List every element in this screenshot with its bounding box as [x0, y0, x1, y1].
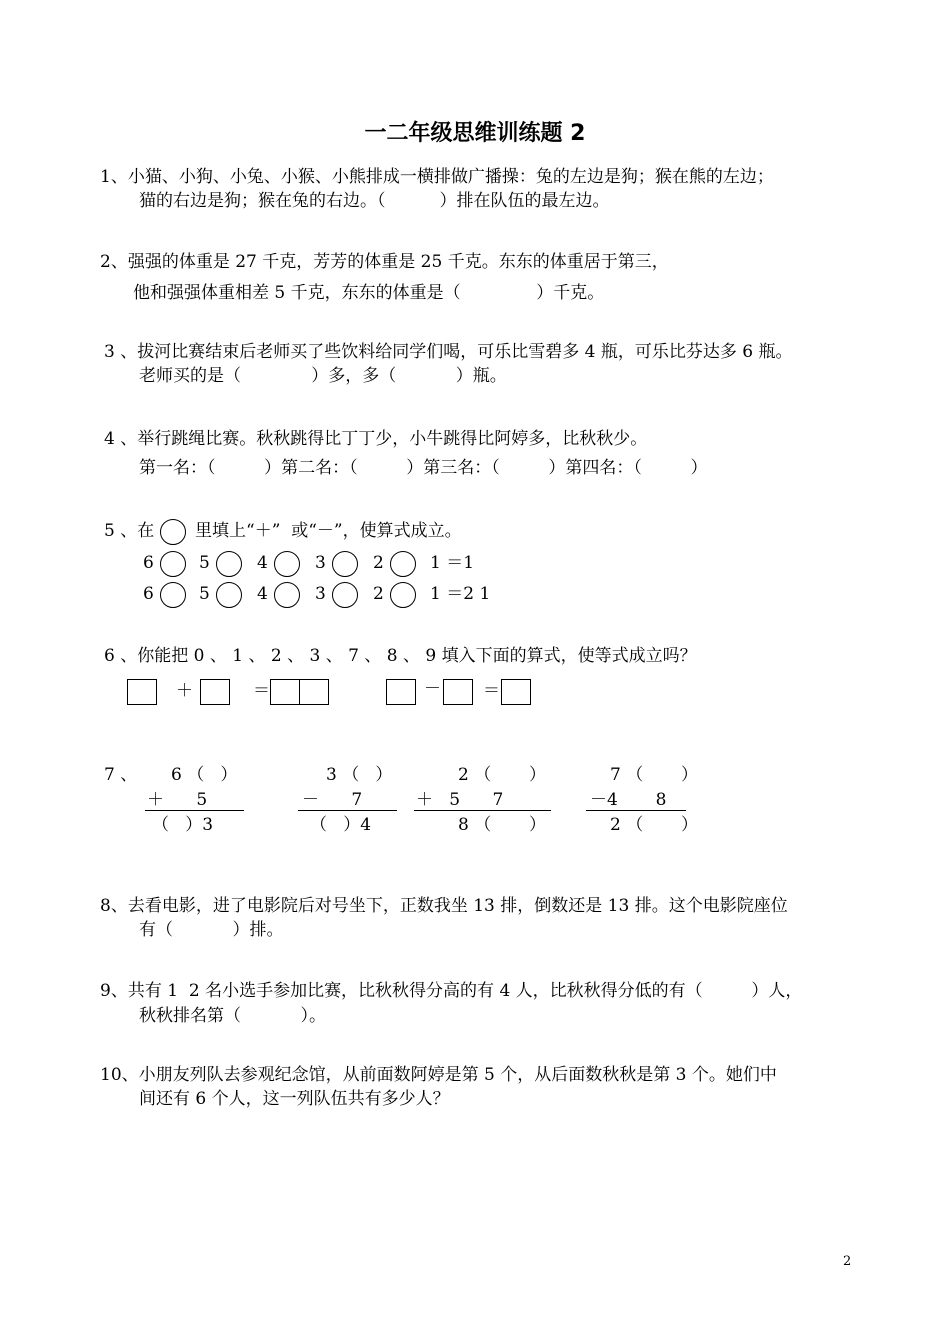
q5-r2-num: 2 [373, 584, 384, 604]
q7-p3-op: ＋ 5 7 [416, 790, 504, 810]
q7-p3-bottom: 8 （ ） [458, 815, 547, 835]
q6-minus: － [424, 679, 441, 699]
q6-plus: ＋ [176, 681, 193, 701]
q2-line1: 2、强强的体重是 27 千克，芳芳的体重是 25 千克。东东的体重居于第三， [100, 252, 669, 272]
q5-r2-circle[interactable] [390, 582, 416, 608]
q8-line2: 有（ ）排。 [139, 920, 284, 940]
q9-line2: 秋秋排名第（ ）。 [139, 1006, 326, 1026]
q7-p1-top: 6 （ ） [171, 765, 238, 785]
q5-intro-b: 里填上“＋” 或“－”，使算式成立。 [195, 521, 462, 541]
q5-r2-circle[interactable] [160, 582, 186, 608]
q8-line1: 8、去看电影，进了电影院后对号坐下，正数我坐 13 排，倒数还是 13 排。这个电影院座位 [100, 896, 788, 916]
q6-box[interactable] [127, 679, 157, 705]
q7-p2-rule [298, 810, 397, 811]
q6-box[interactable] [443, 679, 473, 705]
q6-equals: ＝ [483, 681, 500, 701]
q5-intro-a: 5 、在 [104, 521, 155, 541]
q6-box[interactable] [200, 679, 230, 705]
q10-line2: 间还有 6 个人，这一列队伍共有多少人？ [139, 1089, 450, 1109]
q5-r2-circle[interactable] [274, 582, 300, 608]
q7-p1-rule [145, 810, 244, 811]
q9-line1: 9、共有 1 2 名小选手参加比赛，比秋秋得分高的有 4 人，比秋秋得分低的有（ ）人， [100, 981, 803, 1001]
q5-r1-num: 3 [315, 553, 326, 573]
q5-r1-circle[interactable] [274, 551, 300, 577]
q7-p4-op: －4 8 [590, 790, 667, 810]
q3-line1: 3 、拔河比赛结束后老师买了些饮料给同学们喝，可乐比雪碧多 4 瓶，可乐比芬达多 6 瓶。 [104, 342, 793, 362]
q7-p2-op: － 7 [302, 790, 363, 810]
q7-p4-rule [586, 810, 686, 811]
q6-box[interactable] [386, 679, 416, 705]
q3-line2: 老师买的是（ ）多，多（ ）瓶。 [139, 366, 507, 386]
q7-p4-top: 7 （ ） [610, 765, 699, 785]
q7-p2-bottom: （ ）4 [310, 815, 372, 835]
q5-r2-num: 5 [199, 584, 210, 604]
q5-r2-num: 3 [315, 584, 326, 604]
q5-r2-circle[interactable] [216, 582, 242, 608]
q7-p1-bottom: （ ）3 [152, 815, 214, 835]
q6-equals: ＝ [253, 681, 270, 701]
q7-p2-top: 3 （ ） [326, 765, 393, 785]
q4-answer-line: 第一名：（ ）第二名：（ ）第三名：（ ）第四名：（ ） [139, 458, 708, 478]
q6-box[interactable] [501, 679, 531, 705]
q1-line2: 猫的右边是狗；猴在兔的右边。（ ）排在队伍的最左边。 [139, 191, 610, 211]
q7-p1-op: ＋ 5 [147, 790, 208, 810]
q7-p3-rule [414, 810, 551, 811]
q5-r1-circle[interactable] [216, 551, 242, 577]
q5-r1-circle[interactable] [332, 551, 358, 577]
q5-r2-tail: 1 ＝2 1 [430, 584, 491, 604]
worksheet-title: 一二年级思维训练题 2 [364, 121, 586, 146]
q6-box[interactable] [270, 679, 300, 705]
q5-r1-num: 2 [373, 553, 384, 573]
q5-r2-num: 4 [257, 584, 268, 604]
q7-p4-bottom: 2 （ ） [610, 815, 699, 835]
q5-r1-num: 5 [199, 553, 210, 573]
q6-box[interactable] [299, 679, 329, 705]
q7-label: 7 、 [104, 765, 138, 785]
q5-r1-num: 6 [143, 553, 154, 573]
q5-r1-num: 4 [257, 553, 268, 573]
q5-circle-example[interactable] [160, 519, 186, 545]
q5-r1-tail: 1 ＝1 [430, 553, 475, 573]
q10-line1: 10、小朋友列队去参观纪念馆，从前面数阿婷是第 5 个，从后面数秋秋是第 3 个。她们中 [100, 1065, 777, 1085]
q5-r1-circle[interactable] [160, 551, 186, 577]
q5-r2-circle[interactable] [332, 582, 358, 608]
q7-p3-top: 2 （ ） [458, 765, 547, 785]
q4-line1: 4 、举行跳绳比赛。秋秋跳得比丁丁少，小牛跳得比阿婷多，比秋秋少。 [104, 429, 648, 449]
q5-r1-circle[interactable] [390, 551, 416, 577]
q5-r2-num: 6 [143, 584, 154, 604]
q1-line1: 1、小猫、小狗、小兔、小猴、小熊排成一横排做广播操：兔的左边是狗；猴在熊的左边； [100, 167, 774, 187]
q2-line2: 他和强强体重相差 5 千克，东东的体重是（ ）千克。 [133, 283, 605, 303]
q6-text: 6 、你能把 0 、 1 、 2 、 3 、 7 、 8 、 9 填入下面的算式，使等式成立吗？ [104, 646, 697, 666]
page-number: 2 [843, 1254, 852, 1269]
